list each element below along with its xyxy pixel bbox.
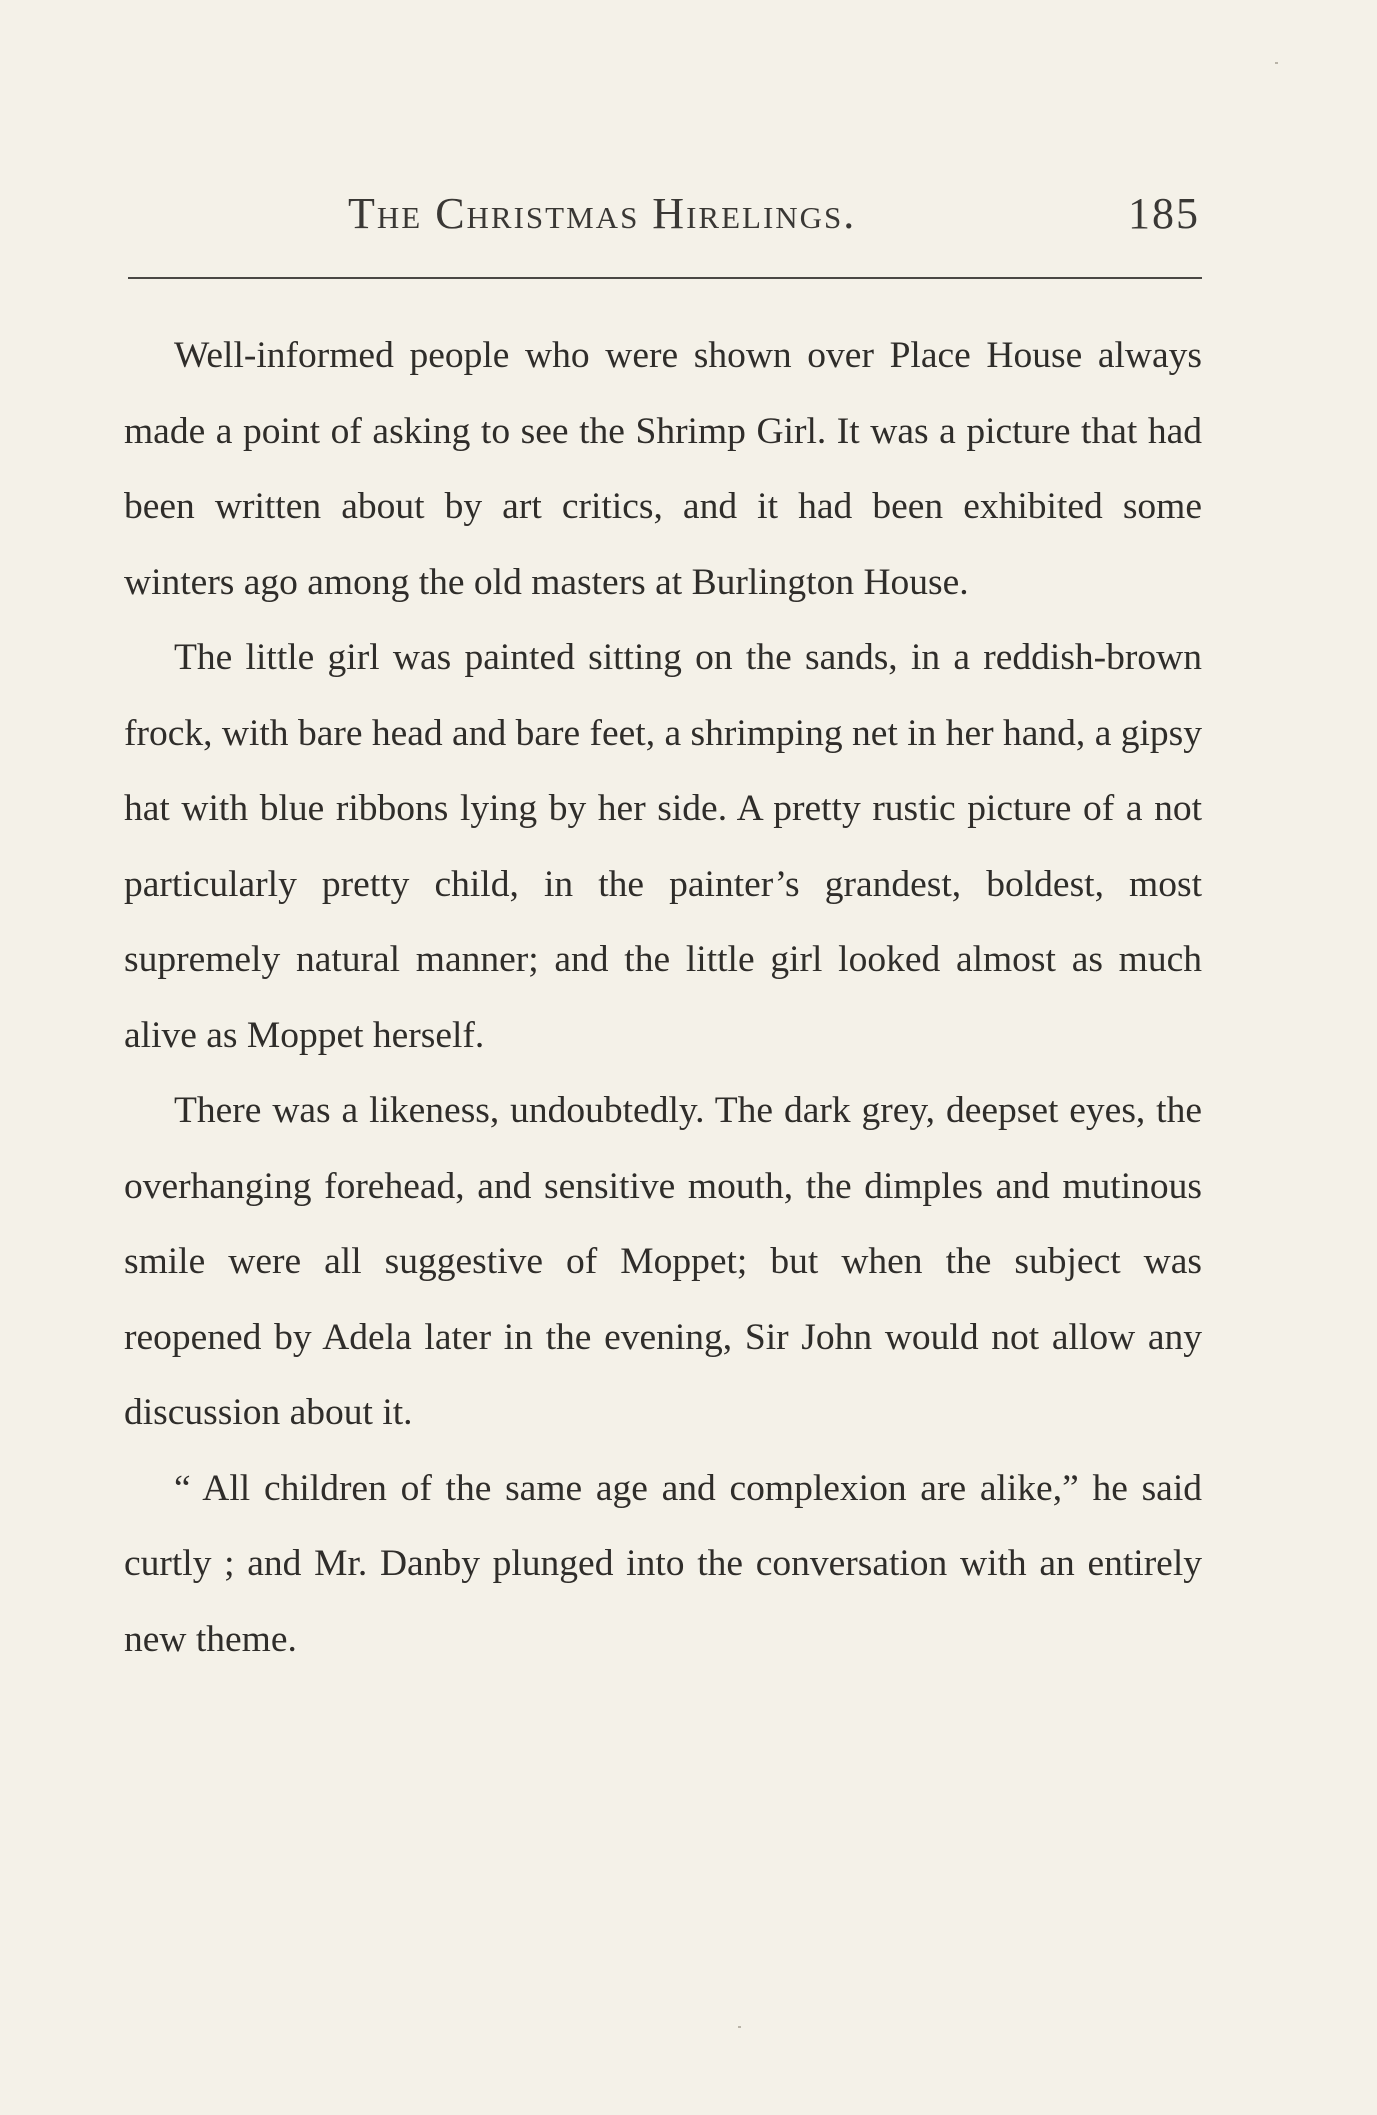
paper-speck <box>738 2026 741 2028</box>
running-head <box>124 188 1202 248</box>
running-title: The Christmas Hirelings. <box>348 189 857 238</box>
body-text <box>124 318 1202 1677</box>
paragraph: Well-informed people who were shown over Place House always made a point of asking to see the Shrimp Girl. It was a picture that had been written about by art critics, and it had been exhibited some winters ago among the old masters at Burlington House. <box>124 335 1202 603</box>
paragraph: There was a likeness, undoubtedly. The dark grey, deepset eyes, the overhanging forehead, and sensitive mouth, the dimples and mutinous smile were all suggestive of Moppet; but when the subject was reopened by Adela later in the evening, Sir John would not allow any discussion about it. <box>124 1090 1202 1433</box>
paragraph: The little girl was painted sitting on the sands, in a reddish-brown frock, with bare head and bare feet, a shrimping net in her hand, a gipsy hat with blue ribbons lying by her side. A pretty rustic picture of a not particularly pretty child, in the painter’s grandest, boldest, most supremely natural manner; and the little girl looked almost as much alive as Moppet herself. <box>124 637 1202 1056</box>
page-number: 185 <box>1128 189 1200 238</box>
paper-speck <box>1275 62 1278 64</box>
header-rule <box>128 277 1202 279</box>
paragraph: “ All children of the same age and complexion are alike,” he said curtly ; and Mr. Danby plunged into the conversation with an entirely new theme. <box>124 1467 1202 1660</box>
